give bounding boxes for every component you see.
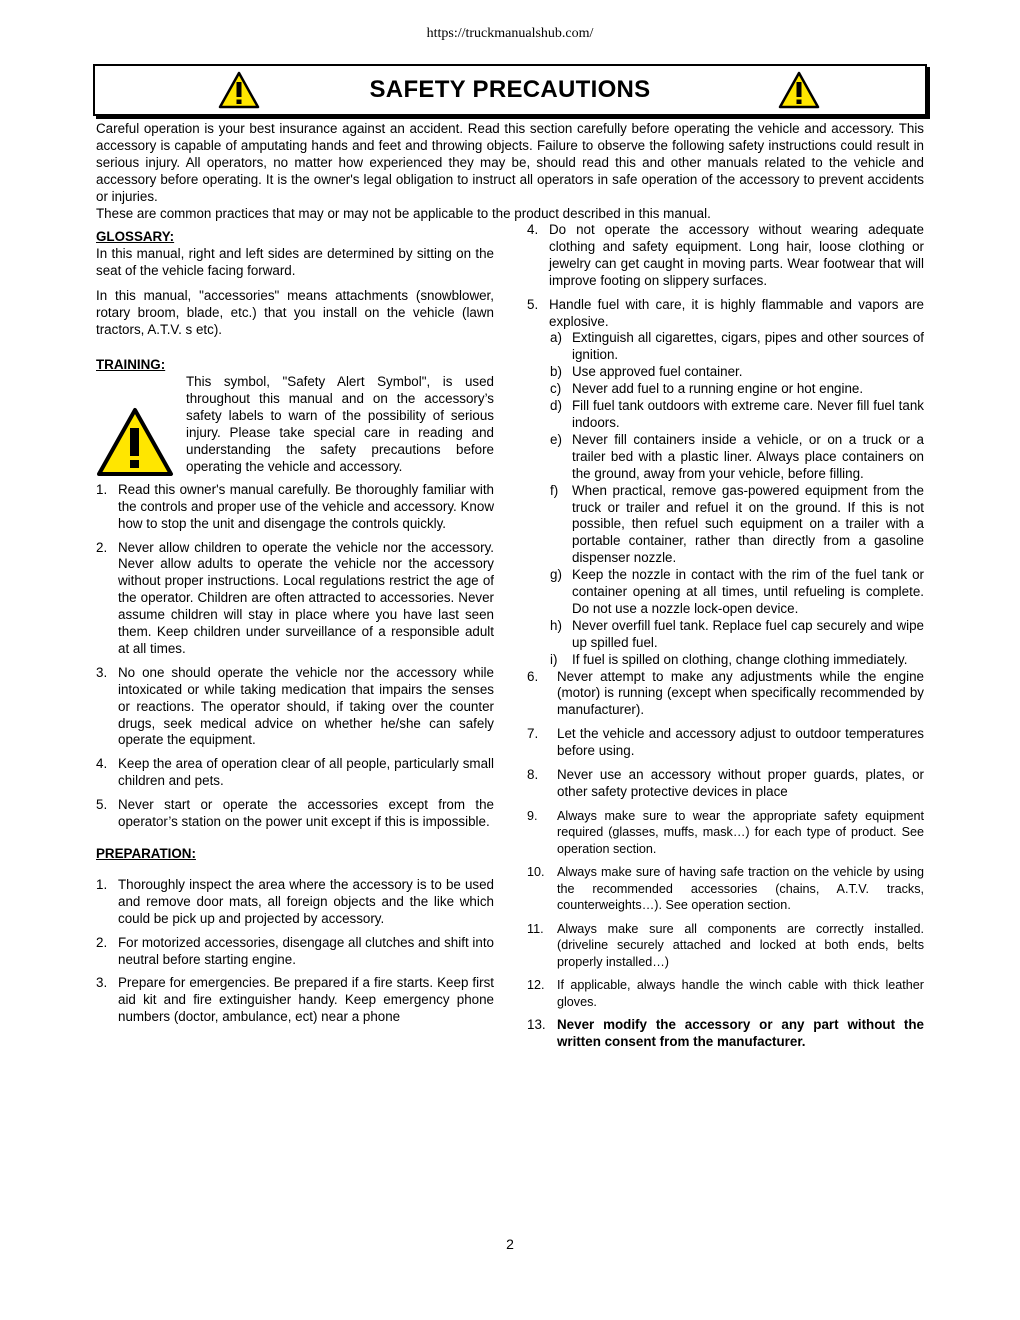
sub-list-item: g) Keep the nozzle in contact with the rim of the fuel tank or container opening at all times, until refueling is complete. Do not use a nozzle lock-open device. [550,567,924,616]
safety-alert-block [96,374,494,475]
page-number: 2 [506,1236,514,1252]
right-column [527,222,924,1051]
list-item: 3. No one should operate the vehicle nor the accessory while intoxicated or while taking medication that impairs the senses or reactions. The operator should, if taking over the counter drugs, seek medical advice on whether he/she can safely operate the equipment. [96,664,494,748]
list-item: 8. Never use an accessory without proper guards, plates, or other safety protective devices in place [527,767,924,799]
list-item: 9. Always make sure to wear the appropriate safety equipment required (glasses, muffs, mask…) for each type of product. See operation section. [527,808,924,856]
safety-alert-text: This symbol, "Safety Alert Symbol", is used throughout this manual and on the accessory’s safety labels to warn of the possibility of serious injury. Please take special care in reading and understanding the safety precautions before operating the vehicle and accessory. [186,374,494,474]
sub-list-item: h) Never overfill fuel tank. Replace fuel cap securely and wipe up spilled fuel. [550,617,924,650]
sub-list-item: b) Use approved fuel container. [550,364,743,380]
glossary-paragraph: In this manual, "accessories" means attachments (snowblower, rotary broom, blade, etc.) that you install on the vehicle (lawn tractors, A.T.V. s etc). [96,287,494,337]
intro-note: These are common practices that may or may not be applicable to the product described in this manual. [96,205,711,221]
list-item: 10. Always make sure of having safe traction on the vehicle by using the recommended accessories (chains, A.T.V. tracks, counterweights…). See operation section. [527,865,924,913]
training-heading: TRAINING: [96,357,166,373]
sub-list-item: e) Never fill containers inside a vehicle, or on a truck or a trailer bed with a plastic liner. Always place containers on the ground, away from your vehicle, before filling. [550,431,924,481]
list-item: 12. If applicable, always handle the winch cable with thick leather gloves. [527,978,924,1009]
page-title: SAFETY PRECAUTIONS [369,76,651,103]
sub-list-item: f) When practical, remove gas-powered equipment from the truck or trailer and refuel it on the ground. If this is not possible, then refuel such equipment on a trailer with a portable container, rather than directly from a gasoline dispenser nozzle. [550,482,924,566]
intro-paragraph: Careful operation is your best insurance against an accident. Read this section carefully before operating the vehicle and accessory. This accessory is capable of amputating hands and feet and throwing objects. Failure to observe the following safety instructions could result in serious injury. All operators, no matter how experienced they may be, should read this and other manuals related to the vehicle and accessory before operating. It is the owner's legal obligation to instruct all operators in safe operation of the accessory to prevent accidents or injuries. [96,121,924,204]
list-item: 5. Handle fuel with care, it is highly flammable and vapors are explosive. [527,296,924,329]
list-item: 1. Thoroughly inspect the area where the accessory is to be used and remove door mats, all foreign objects and the like which could be pick up and projected by accessory. [96,876,494,926]
sub-list-item: a) Extinguish all cigarettes, cigars, pipes and other sources of ignition. [550,330,924,363]
list-item-warning: 13. Never modify the accessory or any part without the written consent from the manufacturer. [527,1017,924,1050]
source-url: https://truckmanualshub.com/ [426,26,594,41]
list-item: 2. Never allow children to operate the vehicle nor the accessory. Never allow adults to operate the vehicle nor the accessory without proper instructions. Local regulations restrict the age of the operator. Children are often attracted to accessories. Never assume children will stay in place where you have last seen them. Keep children under surveillance of a responsible adult at all times. [96,539,494,656]
sub-list-item: c) Never add fuel to a running engine or hot engine. [550,381,864,397]
list-item: 4. Keep the area of operation clear of all people, particularly small children and pets. [96,756,494,789]
list-item: 7. Let the vehicle and accessory adjust to outdoor temperatures before using. [527,726,924,759]
warning-triangle-icon [778,71,820,109]
left-column [96,229,494,1026]
list-item: 5. Never start or operate the accessories except from the operator’s station on the power unit except if this is impossible. [96,797,494,830]
safety-alert-icon [96,406,174,478]
intro-section [96,121,924,222]
glossary-heading: GLOSSARY: [96,229,175,244]
sub-list-item: d) Fill fuel tank outdoors with extreme care. Never fill fuel tank indoors. [550,398,924,430]
title-banner [93,64,927,116]
list-item: 1. Read this owner's manual carefully. Be thoroughly familiar with the controls and proper use of the vehicle and accessory. Know how to stop the unit and disengage the controls quickly. [96,481,494,531]
preparation-heading: PREPARATION: [96,846,196,861]
sub-list-item: i) If fuel is spilled on clothing, change clothing immediately. [550,651,908,667]
list-item: 2. For motorized accessories, disengage all clutches and shift into neutral before starting engine. [96,934,494,967]
glossary-paragraph: In this manual, right and left sides are determined by sitting on the seat of the vehicle facing forward. [96,245,494,278]
list-item: 3. Prepare for emergencies. Be prepared if a fire starts. Keep first aid kit and fire extinguisher handy. Keep emergency phone numbers (doctor, ambulance, ect) near a phone [96,975,494,1025]
list-item: 11. Always make sure all components are correctly installed. (driveline securely attached and locked at both ends, belts properly installed…) [527,921,924,969]
list-item: 4. Do not operate the accessory without wearing adequate clothing and safety equipment. Long hair, loose clothing or jewelry can get caught in moving parts. Wear footwear that will improve footing on slippery surfaces. [527,222,924,288]
list-item: 6. Never attempt to make any adjustments while the engine (motor) is running (except when specifically recommended by manufacturer). [527,668,924,718]
